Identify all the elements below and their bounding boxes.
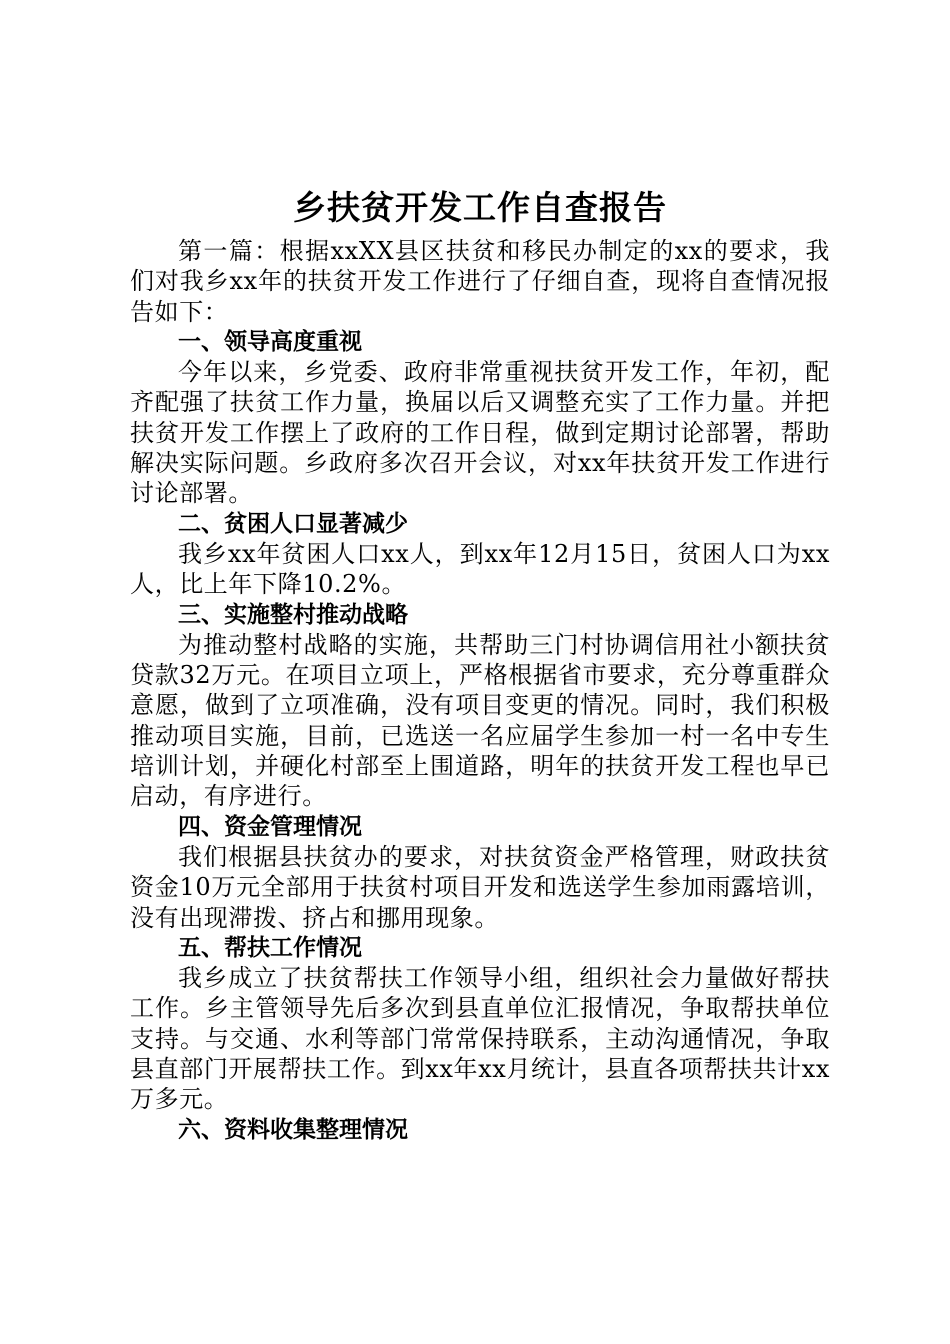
section-body-3: 为推动整村战略的实施，共帮助三门村协调信用社小额扶贫贷款32万元。在项目立项上，严格根据省市要求，充分尊重群众意愿，做到了立项准确，没有项目变更的情况。同时，我们积极推动项目实施，目前，已选送一名应届学生参加一村一名中专生培训计划，并硬化村部至上围道路，明年的扶贫开发工程也早已启动，有序进行。 — [130, 630, 830, 811]
section-body-5: 我乡成立了扶贫帮扶工作领导小组，组织社会力量做好帮扶工作。乡主管领导先后多次到县直单位汇报情况，争取帮扶单位支持。与交通、水利等部门常常保持联系，主动沟通情况，争取县直部门开展帮扶工作。到xx年xx月统计，县直各项帮扶共计xx万多元。 — [130, 964, 830, 1114]
section-heading-4: 四、资金管理情况 — [178, 813, 362, 840]
section-body-2: 我乡xx年贫困人口xx人，到xx年12月15日，贫困人口为xx人，比上年下降10.2%。 — [130, 539, 830, 599]
intro-paragraph: 第一篇：根据xxXX县区扶贫和移民办制定的xx的要求，我们对我乡xx年的扶贫开发工作进行了仔细自查，现将自查情况报告如下： — [130, 237, 830, 326]
document-title: 乡扶贫开发工作自查报告 — [293, 188, 667, 227]
section-heading-6: 六、资料收集整理情况 — [178, 1116, 408, 1143]
section-heading-2: 二、贫困人口显著减少 — [178, 510, 408, 537]
section-heading-1: 一、领导高度重视 — [178, 328, 362, 355]
section-heading-5: 五、帮扶工作情况 — [178, 934, 362, 961]
section-body-1: 今年以来，乡党委、政府非常重视扶贫开发工作，年初，配齐配强了扶贫工作力量，换届以后又调整充实了工作力量。并把扶贫开发工作摆上了政府的工作日程，做到定期讨论部署，帮助解决实际问题。乡政府多次召开会议，对xx年扶贫开发工作进行讨论部署。 — [130, 358, 830, 508]
document-content — [130, 186, 830, 1145]
section-body-4: 我们根据县扶贫办的要求，对扶贫资金严格管理，财政扶贫资金10万元全部用于扶贫村项目开发和选送学生参加雨露培训，没有出现滞拨、挤占和挪用现象。 — [130, 842, 830, 932]
section-heading-3: 三、实施整村推动战略 — [178, 601, 408, 628]
